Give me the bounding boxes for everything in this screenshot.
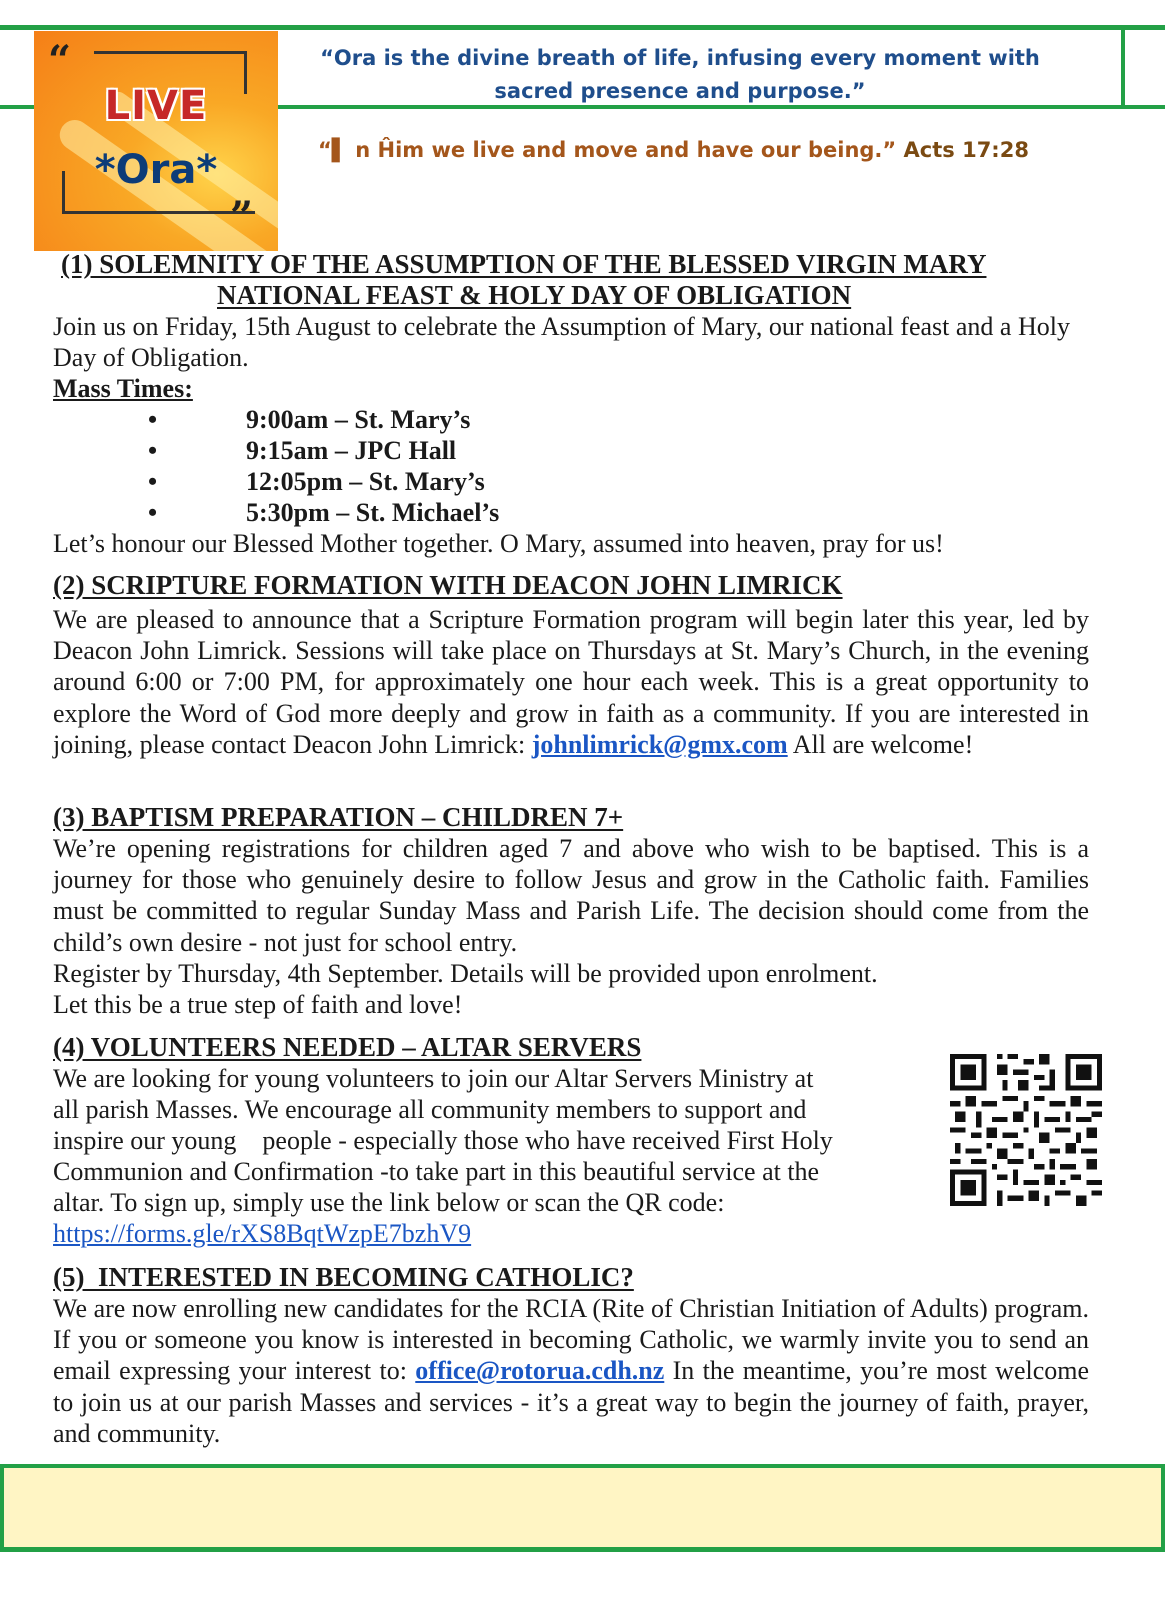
footer-bottom-line [0,1547,1165,1552]
section-1-title-line2: NATIONAL FEAST & HOLY DAY OF OBLIGATION [217,280,852,310]
altar-servers-form-link[interactable]: https://forms.gle/rXS8BqtWzpE7bzhV9 [53,1219,472,1248]
header-quote-acts [318,138,1029,162]
section-3-closing: Let this be a true step of faith and love! [53,990,463,1019]
bullet-icon: • [148,467,158,496]
deacon-email-link[interactable]: johnlimrick@gmx.com [531,729,788,759]
section-5-title: (5) INTERESTED IN BECOMING CATHOLIC? [53,1262,634,1292]
live-ora-logo [34,31,278,251]
section-1-intro: Join us on Friday, 15th August to celebrate the Assumption of Mary, our national feast and a Holy Day of Obligation. [53,312,1070,373]
office-email-link[interactable]: office@rotorua.cdh.nz [415,1356,665,1386]
bullet-icon: • [148,405,158,434]
mass-times-label: Mass Times: [53,374,193,403]
footer-band [4,1468,1161,1548]
section-5-body: We are now enrolling new candidates for the RCIA (Rite of Christian Initiation of Adults) program. If you or someone you know is interested in becoming Catholic, we warmly invite you to send an email expressing your interest to: office@rotorua.cdh.nz In the meantime, you’re most welcome to join us at our parish Masses and services - it’s a great way to begin the journey of faith, prayer, and community. [53,1294,1090,1448]
acts-quote-text: “▌ n Ĥim we live and move and have our being.” [318,138,904,162]
section-3-title: (3) BAPTISM PREPARATION – CHILDREN 7+ [53,802,624,832]
bullet-icon: • [148,498,158,527]
footer-right-border [1161,1464,1165,1552]
bullet-icon: • [148,436,158,465]
close-quote-icon: ” [230,193,254,240]
logo-live-text: LIVE [104,83,208,129]
section-3-register-line: Register by Thursday, 4th September. Details will be provided upon enrolment. [53,959,878,988]
header-quote-ora: “Ora is the divine breath of life, infusing every moment with sacred presence and purpose.” [320,46,1040,103]
top-right-border [1121,25,1125,109]
section-4-line: altar. To sign up, simply use the link below or scan the QR code: [53,1188,725,1217]
section-3-body: We’re opening registrations for children aged 7 and above who wish to be baptised. This is a journey for those who genuinely desire to follow Jesus and grow in the Catholic faith. Families must be committed to regular Sunday Mass and Parish Life. The decision should come from the child’s own desire - not just for school entry. [53,834,1089,957]
section-1-closing: Let’s honour our Blessed Mother together. O Mary, assumed into heaven, pray for us! [53,529,944,558]
section-2-title: (2) SCRIPTURE FORMATION WITH DEACON JOHN LIMRICK [53,570,843,600]
section-4-line: all parish Masses. We encourage all community members to support and [53,1095,807,1124]
qr-code-icon[interactable] [950,1054,1102,1206]
section-1-title-line1: (1) SOLEMNITY OF THE ASSUMPTION OF THE BLESSED VIRGIN MARY [61,249,987,279]
section-4-line: inspire our young people - especially those who have received First Holy [53,1126,833,1155]
section-4-line: Communion and Confirmation -to take part in this beautiful service at the [53,1157,820,1186]
acts-reference: Acts 17:28 [903,138,1029,162]
logo-ora-text: *Ora* [94,147,218,193]
section-2-body: We are pleased to announce that a Scripture Formation program will begin later this year, led by Deacon John Limrick. Sessions will take place on Thursdays at St. Mary’s Church, in the evening around 6:00 or 7:00 PM, for approximately one hour each week. This is a great opportunity to explore the Word of God more deeply and grow in faith as a community. If you are interested in joining, please contact Deacon John Limrick: johnlimrick@gmx.com All are welcome! [53,605,1089,759]
section-4-title: (4) VOLUNTEERS NEEDED – ALTAR SERVERS [53,1032,642,1062]
open-quote-icon: “ [48,37,72,84]
footer-left-border [0,1464,4,1552]
section-4-line: We are looking for young volunteers to join our Altar Servers Ministry at [53,1064,814,1093]
top-border-line [0,25,1165,30]
